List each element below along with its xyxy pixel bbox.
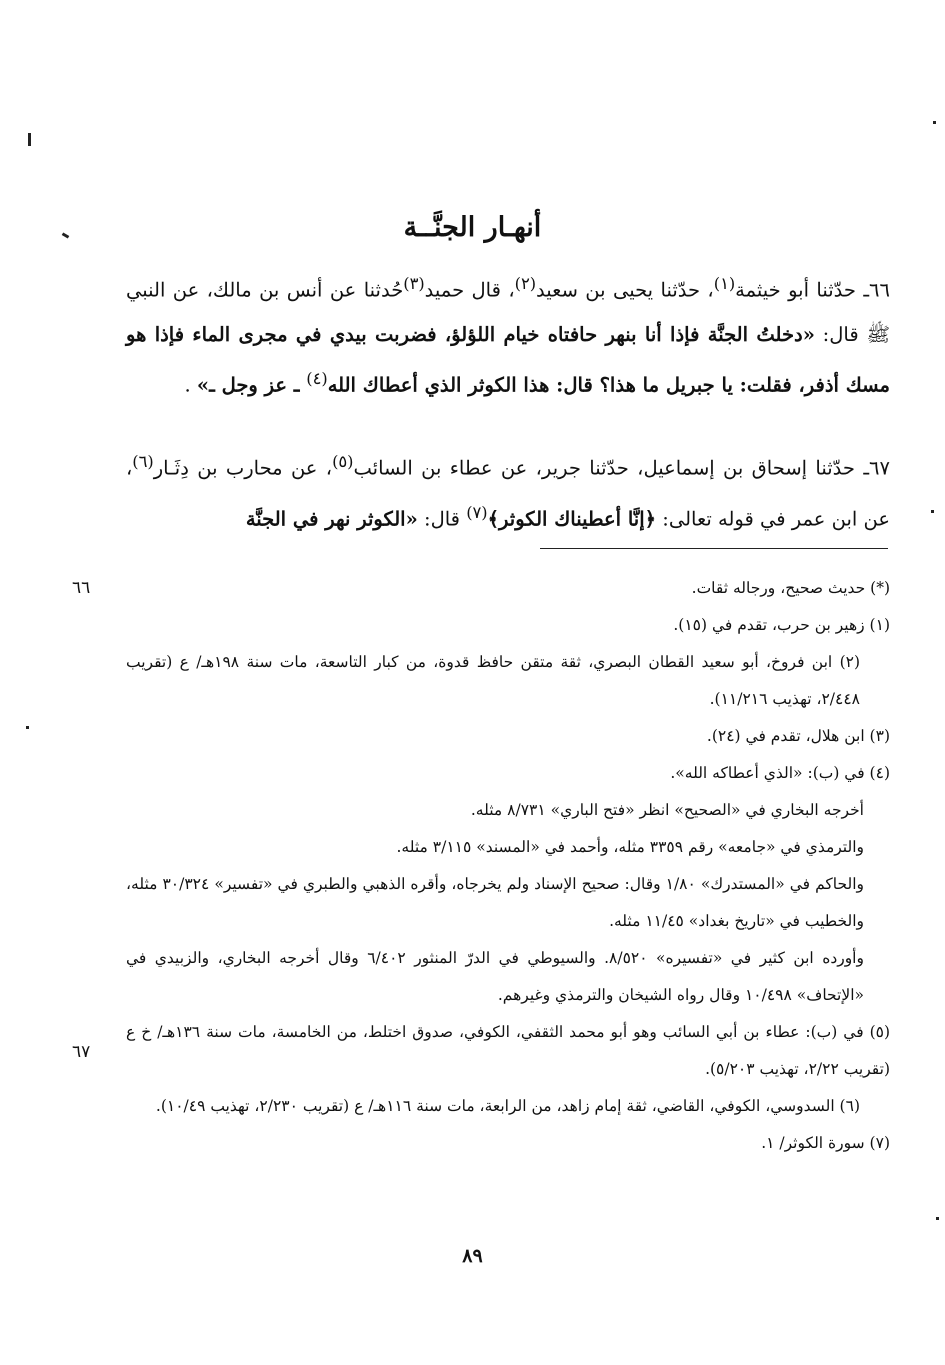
scan-speck [28,133,31,146]
page-title: أنهـار الجنَّــة [403,212,542,243]
text: قال: [417,507,467,530]
footnote-1: (١) زهير بن حرب، تقدم في (١٥). [673,616,890,634]
quran-verse: ﴿إنَّا أعطيناك الكوثر﴾ [487,507,657,530]
hadith-67 [126,440,890,541]
page-number: ٨٩ [462,1245,483,1267]
scan-speck [26,726,29,729]
hadith-matn: «الكوثر نهر في الجنَّة [245,507,418,530]
margin-number-67: ٦٧ [72,1042,91,1062]
footnote-6: (٦) السدوسي، الكوفي، القاضي، ثقة إمام زاهد، من الرابعة، مات سنة ١١٦هـ/ ع (تقريب ٢/٢٣٠، تهذيب ١٠/٤٩). [155,1097,860,1115]
footnote-4-takhrij: أخرجه البخاري في «الصحيح» انظر «فتح الباري» ٨/٧٣١ مثله. [470,801,864,819]
text: ، حدّثنا يحيى بن سعيد [536,278,714,302]
footnote-4-takhrij: وأورده ابن كثير في «تفسيره» ٨/٥٢٠. والسيوطي في الدرّ المنثور ٦/٤٠٢ وقال أخرجه البخاري، والزبيدي في «الإتحاف» ١٠/٤٩٨ وقال رواه الشيخان والترمذي وغيرهم. [126,949,864,1004]
footnote-4-takhrij: والحاكم في «المستدرك» ١/٨٠ وقال: صحيح الإسناد ولم يخرجاه، وأقره الذهبي والطبري في «تفسير» ٣٠/٣٢٤ مثله، والخطيب في «تاريخ بغداد» ١١/٤٥ مثله. [126,875,865,930]
text: ، قال حميد [424,278,515,302]
footnote-ref: (١) [713,274,736,293]
footnote-3: (٣) ابن هلال، تقدم في (٢٤). [706,727,890,745]
hadith-matn: «دخلتُ الجنَّة فإذا أنا بنهر حافتاه خيام اللؤلؤ، فضربت بيدي في مجرى الماء فإذا هو مسك أذفر، فقلت: يا جبريل ما هذا؟ قال: هذا الكوثر الذي أعطاك الله [126,322,890,396]
text: ، عن ابن عمر في قوله تعالى: [126,456,890,530]
footnote-star: (*) حديث صحيح، ورجاله ثقات. [691,579,890,597]
footnote-4-takhrij: والترمذي في «جامعه» رقم ٣٣٥٩ مثله، وأحمد في «المسند» ٣/١١٥ مثله. [396,838,864,856]
text: ٦٧ـ حدّثنا إسحاق بن إسماعيل، حدّثنا جرير، عن عطاء بن السائب [353,456,890,480]
scan-speck [931,510,934,513]
footnote-ref: (٧) [466,502,488,522]
text: . [184,373,197,396]
scan-speck [933,121,936,124]
footnote-separator [540,548,888,549]
footnote-2: (٢) ابن فروخ، أبو سعيد القطان البصري، ثقة متقن حافظ قدوة، من كبار التاسعة، مات سنة ١٩٨هـ/ ع (تقريب ٢/٤٤٨، تهذيب ١١/٢١٦). [126,653,861,708]
hadith-66 [126,262,890,407]
footnote-ref: (٦) [132,452,154,471]
scan-speck [936,1217,939,1220]
footnote-ref: (٥) [332,452,354,471]
footnote-7: (٧) سورة الكوثر/ ١. [761,1134,890,1152]
footnote-ref: (٤) [306,368,328,388]
margin-number-66: ٦٦ [72,578,91,598]
footnote-4: (٤) في (ب): «الذي أعطاكه الله». [670,764,890,782]
text: ٦٦ـ حدّثنا أبو خيثمة [735,278,890,302]
footnotes [126,570,890,1162]
hadith-matn: ـ عز وجل ـ» [196,373,307,396]
footnote-5: (٥) في (ب): عطاء بن أبي السائب وهو أبو محمد الثقفي، الكوفي، صدوق اختلط، من الخامسة، مات سنة ١٣٦هـ/ خ ع (تقريب ٢/٢٢، تهذيب ٥/٢٠٣). [126,1023,891,1078]
text: حُدثنا عن أنس بن مالك، عن النبي ﷺ قال: [126,278,890,346]
text: ، عن محارب بن دِثَـار [153,456,333,480]
footnote-ref: (٣) [403,274,425,293]
footnote-ref: (٢) [514,274,537,293]
